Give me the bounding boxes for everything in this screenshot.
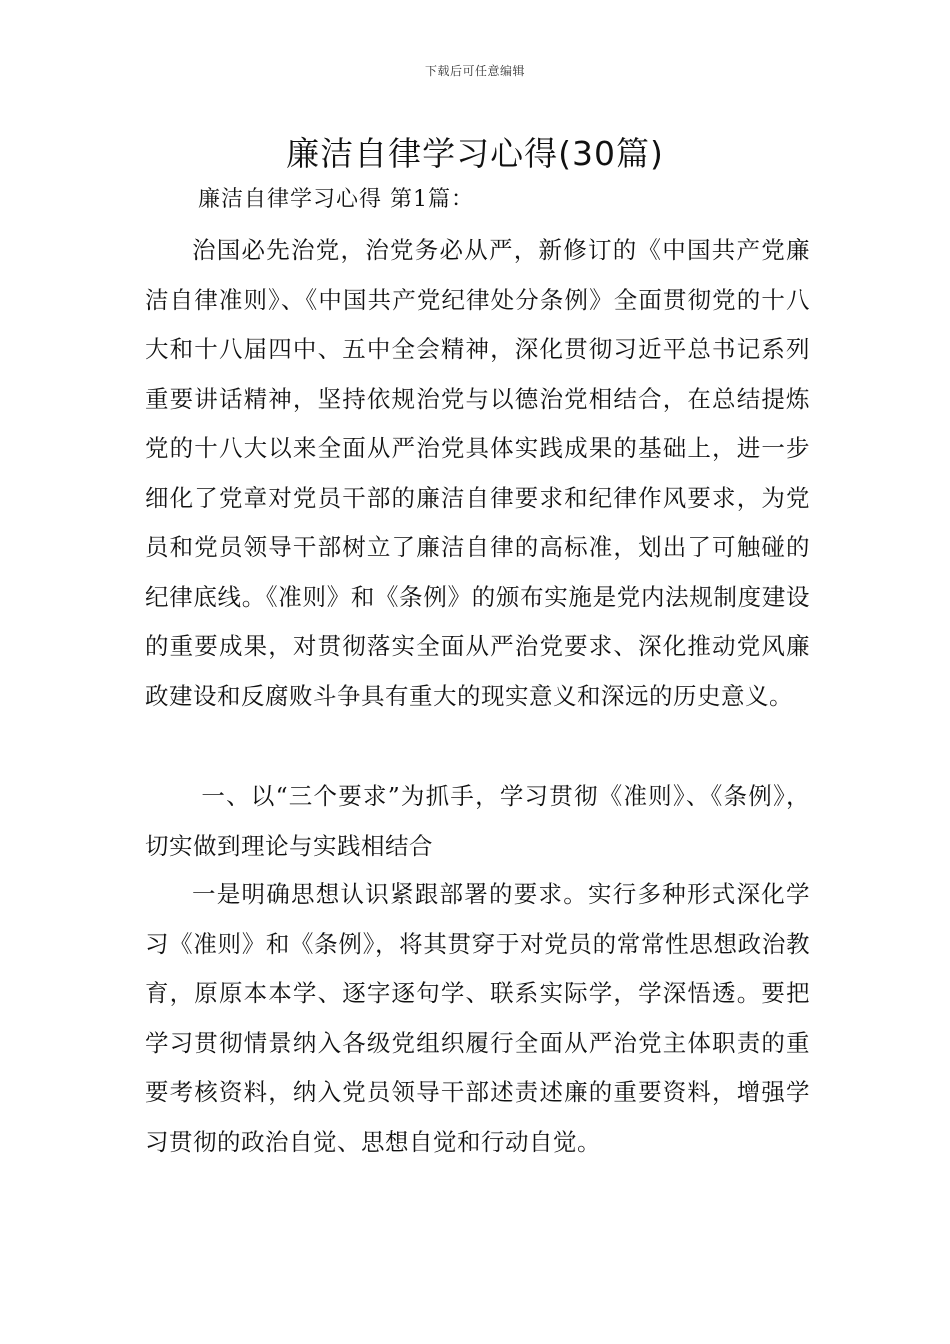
section-subtitle: 廉洁自律学习心得 第1篇： <box>198 187 474 212</box>
document-title: 廉洁自律学习心得(30篇) <box>286 134 664 173</box>
section-heading-one: 一、以“三个要求”为抓手，学习贯彻《准则》、《条例》，切实做到理论与实践相结合 <box>145 782 810 860</box>
paragraph-intro: 治国必先治党，治党务必从严，新修订的《中国共产党廉洁自律准则》、《中国共产党纪律处分条例》全面贯彻党的十八大和十八届四中、五中全会精神，深化贯彻习近平总书记系列重要讲话精神，坚持依规治党与以德治党相结合，在总结提炼党的十八大以来全面从严治党具体实践成果的基础上，进一步细化了党章对党员干部的廉洁自律要求和纪律作风要求，为党员和党员领导干部树立了廉洁自律的高标准，划出了可触碰的纪律底线。《准则》和《条例》的颁布实施是党内法规制度建设的重要成果，对贯彻落实全面从严治党要求、深化推动党风廉政建设和反腐败斗争具有重大的现实意义和深远的历史意义。 <box>145 236 810 710</box>
paragraph-point-one: 一是明确思想认识紧跟部署的要求。实行多种形式深化学习《准则》和《条例》，将其贯穿于对党员的常常性思想政治教育，原原本本学、逐字逐句学、联系实际学，学深悟透。要把学习贯彻情景纳入各级党组织履行全面从严治党主体职责的重要考核资料，纳入党员领导干部述责述廉的重要资料，增强学习贯彻的政治自觉、思想自觉和行动自觉。 <box>145 880 810 1156</box>
header-note: 下载后可任意编辑 <box>424 64 525 78</box>
